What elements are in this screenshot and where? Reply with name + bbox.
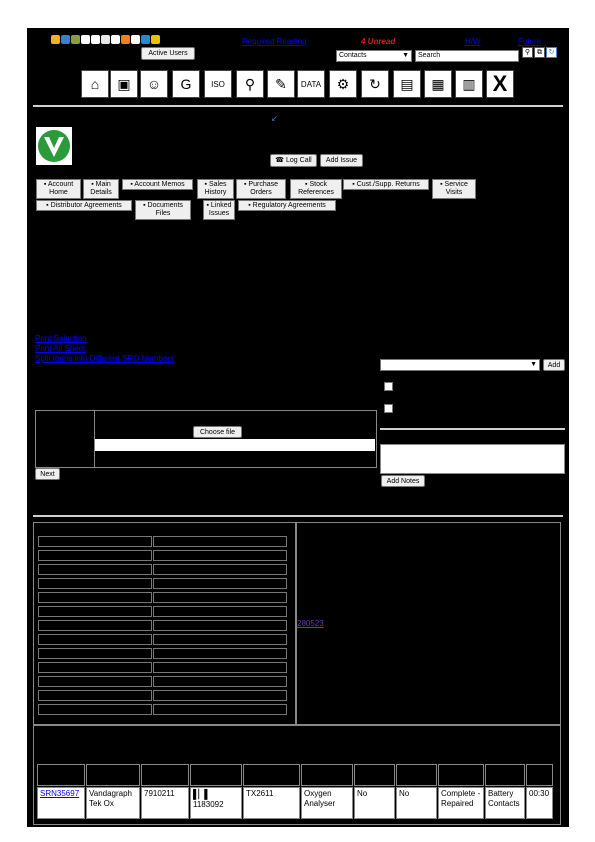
tab-icon: ▪ bbox=[305, 181, 310, 188]
detail-label-cell bbox=[38, 550, 152, 561]
detail-value-cell bbox=[153, 550, 287, 561]
calc-mini-icon[interactable] bbox=[111, 35, 120, 44]
print-all-sheet-link[interactable]: Print All Sheet bbox=[35, 344, 86, 353]
iso-icon[interactable]: ISO bbox=[204, 70, 232, 98]
tab-account-home[interactable] bbox=[36, 179, 81, 199]
detail-number-link[interactable]: 280523 bbox=[297, 619, 324, 628]
table-header-cell[interactable] bbox=[86, 764, 140, 786]
tab-icon: ▪ bbox=[43, 181, 48, 188]
refresh-icon[interactable]: ↻ bbox=[361, 70, 389, 98]
log-call-button[interactable] bbox=[270, 154, 317, 167]
google-icon[interactable]: G bbox=[172, 70, 200, 98]
settings-mini-icon[interactable] bbox=[71, 35, 80, 44]
detail-label-cell bbox=[38, 704, 152, 715]
active-users-button[interactable]: Active Users bbox=[141, 47, 195, 60]
option-checkbox-1[interactable] bbox=[384, 382, 393, 391]
future-link[interactable]: Future bbox=[518, 37, 542, 46]
cell-description: Oxygen Analyser bbox=[301, 787, 353, 819]
notes-textarea[interactable] bbox=[380, 444, 565, 474]
detail-side-panel bbox=[296, 522, 561, 725]
pencil-icon[interactable]: ✎ bbox=[267, 70, 295, 98]
mini-toolbar bbox=[51, 35, 160, 44]
table-header-cell[interactable] bbox=[438, 764, 484, 786]
add-notes-button[interactable]: Add Notes bbox=[381, 475, 425, 487]
table-header-cell[interactable] bbox=[243, 764, 300, 786]
tab-label: Cust./Supp. Returns bbox=[356, 181, 420, 188]
tab-label: Service Visits bbox=[444, 181, 468, 196]
cell-flag2: No bbox=[396, 787, 437, 819]
detail-value-cell bbox=[153, 564, 287, 575]
table-header-cell[interactable] bbox=[354, 764, 395, 786]
book-icon[interactable]: ▥ bbox=[455, 70, 483, 98]
cell-product: Vandagraph Tek Ox bbox=[86, 787, 140, 819]
detail-value-cell bbox=[153, 536, 287, 547]
close-mini-icon[interactable] bbox=[131, 35, 140, 44]
chevron-down-icon: ▼ bbox=[402, 52, 409, 59]
choose-file-button[interactable]: Choose file bbox=[193, 426, 242, 438]
divider-middle bbox=[33, 515, 563, 517]
detail-value-cell bbox=[153, 606, 287, 617]
globe-mini-icon[interactable] bbox=[61, 35, 70, 44]
tab-label: Account Memos bbox=[134, 181, 185, 188]
detail-label-cell bbox=[38, 648, 152, 659]
detail-label-cell bbox=[38, 620, 152, 631]
tab-distributor-agreements[interactable] bbox=[36, 200, 132, 211]
tab-icon: ▪ bbox=[352, 181, 357, 188]
option-checkbox-2[interactable] bbox=[384, 404, 393, 413]
home-mini-icon[interactable] bbox=[51, 35, 60, 44]
chart-icon[interactable]: ▤ bbox=[393, 70, 421, 98]
log-call-label: Log Call bbox=[286, 157, 312, 164]
search-input[interactable]: Search bbox=[415, 50, 519, 62]
tab-icon: ▪ bbox=[46, 202, 51, 209]
detail-value-cell bbox=[153, 704, 287, 715]
help-mini-icon[interactable] bbox=[141, 35, 150, 44]
required-reading-link[interactable]: Required Reading bbox=[242, 37, 307, 46]
tab-label: Main Details bbox=[90, 181, 112, 196]
tab-regulatory-agreements[interactable] bbox=[238, 200, 336, 211]
gears-icon[interactable]: ⚙ bbox=[329, 70, 357, 98]
detail-label-cell bbox=[38, 536, 152, 547]
tab-label: Documents Files bbox=[147, 202, 183, 217]
cell-sro bbox=[37, 787, 85, 819]
detail-label-cell bbox=[38, 676, 152, 687]
barcode-value: 1183092 bbox=[193, 800, 224, 809]
detail-value-cell bbox=[153, 690, 287, 701]
add-button[interactable]: Add bbox=[543, 359, 565, 371]
tab-icon: ▪ bbox=[130, 181, 135, 188]
home-icon[interactable]: ⌂ bbox=[81, 70, 109, 98]
detail-value-cell bbox=[153, 648, 287, 659]
refresh-small-icon[interactable]: ↻ bbox=[546, 47, 557, 58]
table-header-cell[interactable] bbox=[301, 764, 353, 786]
detail-label-cell bbox=[38, 578, 152, 589]
tab-icon: ▪ bbox=[204, 181, 209, 188]
cell-status: Complete - Repaired bbox=[438, 787, 484, 819]
company-logo bbox=[36, 127, 72, 165]
tab-icon: ▪ bbox=[248, 202, 253, 209]
tab-icon: ▪ bbox=[91, 181, 96, 188]
print-selection-link[interactable]: Print Selection bbox=[35, 334, 87, 343]
chevron-down-icon: ▼ bbox=[530, 361, 537, 368]
tab-label: Sales History bbox=[204, 181, 227, 196]
detail-label-cell bbox=[38, 592, 152, 603]
tab-icon: ▪ bbox=[243, 181, 249, 188]
tab-icon: ▪ bbox=[440, 181, 445, 188]
tab-linked-issues[interactable] bbox=[203, 200, 235, 220]
tab-icon: ▪ bbox=[206, 202, 211, 209]
tab-documents-files[interactable] bbox=[135, 200, 191, 220]
add-issue-button[interactable]: Add Issue bbox=[320, 154, 363, 167]
edit-mini-icon[interactable] bbox=[81, 35, 90, 44]
notes-divider bbox=[380, 428, 565, 430]
orange-mini-icon[interactable] bbox=[121, 35, 130, 44]
detail-label-cell bbox=[38, 606, 152, 617]
cell-time: 00:30 bbox=[526, 787, 553, 819]
tab-stock-references[interactable] bbox=[290, 179, 342, 199]
file-name-field[interactable] bbox=[95, 439, 375, 451]
detail-value-cell bbox=[153, 592, 287, 603]
divider-top bbox=[33, 105, 563, 107]
tab-cust-supp-returns[interactable] bbox=[343, 179, 429, 190]
tab-label: Distributor Agreements bbox=[50, 202, 122, 209]
tab-label: Regulatory Agreements bbox=[252, 202, 326, 209]
cell-barcode bbox=[190, 787, 242, 819]
detail-value-cell bbox=[153, 578, 287, 589]
new-window-icon[interactable]: ⧉ bbox=[534, 47, 545, 58]
operx-data-icon[interactable]: DATA bbox=[297, 70, 325, 98]
detail-value-cell bbox=[153, 634, 287, 645]
table-header-cell[interactable] bbox=[190, 764, 242, 786]
detail-label-cell bbox=[38, 634, 152, 645]
main-frame bbox=[27, 28, 569, 827]
hw-link[interactable]: H/W bbox=[465, 37, 481, 46]
tab-label: Purchase Orders bbox=[248, 181, 278, 196]
detail-label-cell bbox=[38, 690, 152, 701]
unread-count[interactable]: 4 Unread bbox=[361, 37, 396, 46]
search-icon[interactable]: ⚲ bbox=[522, 47, 533, 58]
detail-value-cell bbox=[153, 662, 287, 673]
table-header-cell[interactable] bbox=[37, 764, 85, 786]
gear-mini-icon[interactable] bbox=[91, 35, 100, 44]
notes-type-select[interactable] bbox=[380, 359, 540, 371]
cell-flag1: No bbox=[354, 787, 395, 819]
store-icon[interactable]: ▣ bbox=[110, 70, 138, 98]
table-header-cell[interactable] bbox=[526, 764, 553, 786]
magnifier-icon[interactable]: ⚲ bbox=[236, 70, 264, 98]
tab-icon: ▪ bbox=[143, 202, 148, 209]
logo-v-icon bbox=[37, 129, 71, 163]
cursor-icon: ↙ bbox=[271, 114, 278, 123]
tab-label: Stock References bbox=[298, 181, 334, 196]
table-header-cell[interactable] bbox=[485, 764, 525, 786]
tab-service-visits[interactable] bbox=[432, 179, 476, 199]
contacts-select[interactable] bbox=[336, 50, 412, 62]
detail-label-cell bbox=[38, 564, 152, 575]
tab-main-details[interactable] bbox=[83, 179, 119, 199]
tab-purchase-orders[interactable] bbox=[236, 179, 286, 199]
tab-account-memos[interactable] bbox=[122, 179, 193, 190]
users-icon[interactable]: ☺ bbox=[140, 70, 168, 98]
barcode-icon: ▌▏▌ bbox=[193, 789, 210, 799]
cell-code: 7910211 bbox=[141, 787, 189, 819]
grid-mini-icon[interactable] bbox=[101, 35, 110, 44]
detail-value-cell bbox=[153, 676, 287, 687]
tab-label: Linked Issues bbox=[208, 202, 232, 217]
cell-serial: TX2611 bbox=[243, 787, 300, 819]
box-icon[interactable]: ▦ bbox=[424, 70, 452, 98]
sro-link[interactable]: SRN35697 bbox=[40, 789, 80, 798]
contacts-select-value: Contacts bbox=[339, 52, 367, 59]
x-icon[interactable]: X bbox=[486, 70, 514, 98]
table-header-cell[interactable] bbox=[141, 764, 189, 786]
phone-icon: ☎ bbox=[275, 157, 285, 164]
detail-label-cell bbox=[38, 662, 152, 673]
tab-sales-history[interactable] bbox=[197, 179, 234, 199]
detail-value-cell bbox=[153, 620, 287, 631]
table-header-cell[interactable] bbox=[396, 764, 437, 786]
next-button[interactable]: Next bbox=[35, 468, 60, 480]
tab-label: Account Home bbox=[47, 181, 74, 196]
split-items-link[interactable]: Split Items into Different SRO Numbers bbox=[35, 354, 175, 363]
cell-fault: Battery Contacts bbox=[485, 787, 525, 819]
alert-mini-icon[interactable] bbox=[151, 35, 160, 44]
